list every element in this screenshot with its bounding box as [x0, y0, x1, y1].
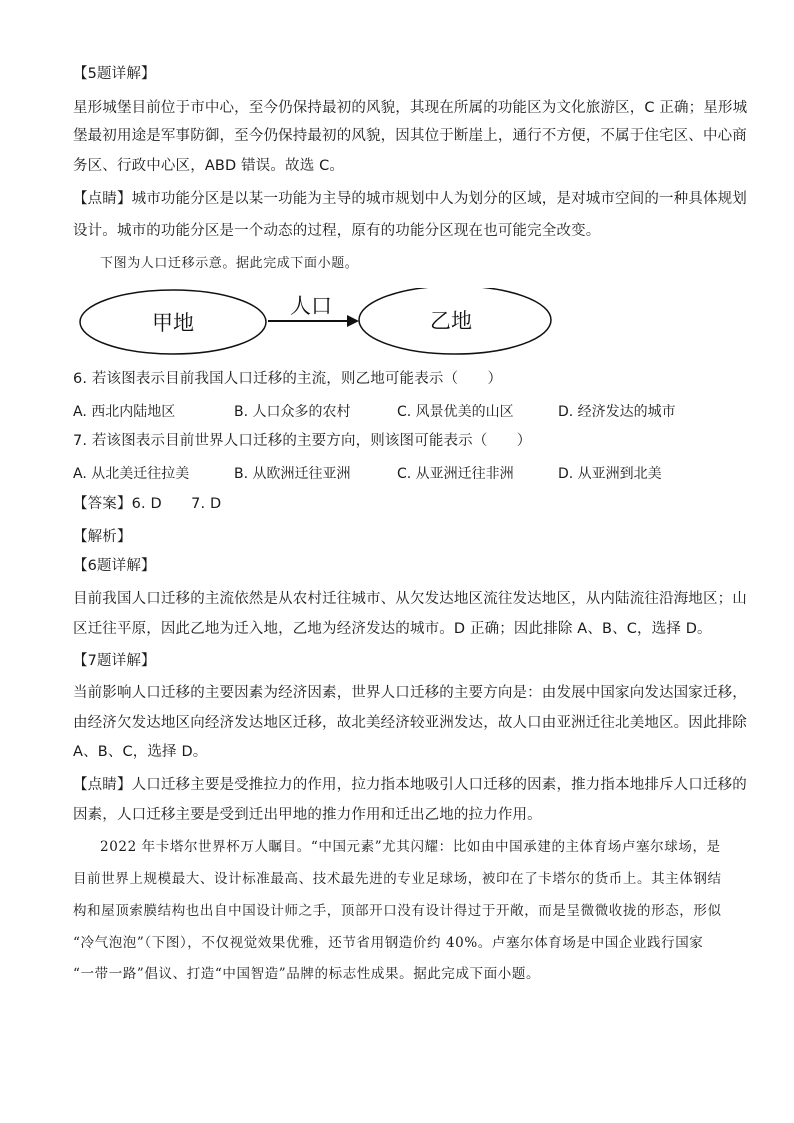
- intro2-line: 目前世界上规模最大、设计标准最高、技术最先进的专业足球场，被印在了卡塔尔的货币上。其主体钢结: [73, 871, 722, 887]
- q6-detail-heading: 【6题详解】: [73, 558, 156, 574]
- q7-detail-heading: 【7题详解】: [73, 653, 156, 669]
- q6-detail-line: 区迁往平原，因此乙地为迁入地，乙地为经济发达的城市。D 正确；因此排除 A、B、C，选择 D。: [73, 621, 712, 637]
- q5-detail-line: 堡最初用途是军事防御，至今仍保持最初的风貌，因其位于断崖上，通行不方便，不属于住宅区、中心商: [73, 128, 747, 144]
- question-intro: 下图为人口迁移示意。据此完成下面小题。: [100, 256, 359, 271]
- q5-detail-line: 务区、行政中心区，ABD 错误。故选 C。: [73, 158, 345, 174]
- tip2-line: 【点睛】人口迁移主要是受推拉力的作用，拉力指本地吸引人口迁移的因素，推力指本地排斥人口迁移的: [73, 777, 747, 793]
- destination-label: 乙地: [430, 309, 472, 333]
- tip1-line: 【点睛】城市功能分区是以某一功能为主导的城市规划中人为划分的区域，是对城市空间的一种具体规划: [73, 191, 747, 207]
- q7-option-d: D. 从亚洲到北美: [558, 466, 662, 482]
- q6-detail-line: 目前我国人口迁移的主流依然是从农村迁往城市、从欠发达地区流往发达地区，从内陆流往沿海地区；山: [73, 591, 747, 607]
- q6-option-d: D. 经济发达的城市: [558, 404, 676, 420]
- q7-option-b: B. 从欧洲迁往亚洲: [234, 466, 351, 482]
- intro2-line: “一带一路”倡议、打造“中国智造”品牌的标志性成果。据此完成下面小题。: [73, 966, 541, 982]
- q7-stem: 7. 若该图表示目前世界人口迁移的主要方向，则该图可能表示（ ）: [73, 433, 532, 449]
- arrow-label: 人口: [290, 294, 332, 318]
- q7-option-a: A. 从北美迁往拉美: [73, 466, 190, 482]
- origin-label: 甲地: [152, 311, 194, 335]
- q6-option-c: C. 风景优美的山区: [397, 404, 514, 420]
- answer-line: 【答案】6. D 7. D: [73, 496, 222, 512]
- intro2-line: 2022 年卡塔尔世界杯万人瞩目。“中国元素”尤其闪耀：比如由中国承建的主体育场卢塞尔球场，是: [100, 839, 721, 855]
- q5-detail-line: 星形城堡目前位于市中心，至今仍保持最初的风貌，其现在所属的功能区为文化旅游区，C 正确；星形城: [73, 100, 748, 116]
- q7-option-c: C. 从亚洲迁往非洲: [397, 466, 514, 482]
- q5-detail-heading: 【5题详解】: [73, 66, 156, 82]
- q6-option-a: A. 西北内陆地区: [73, 404, 176, 420]
- q7-detail-line: A、B、C，选择 D。: [73, 744, 208, 760]
- q7-detail-line: 由经济欠发达地区向经济发达地区迁移，故北美经济较亚洲发达，故人口由亚洲迁往北美地区。因此排除: [73, 715, 747, 731]
- intro2-line: 构和屋顶索膜结构也出自中国设计师之手，顶部开口没有设计得过于开敞，而是呈微微收拢的形态，形似: [73, 903, 722, 919]
- tip2-line: 因素，人口迁移主要是受到迁出甲地的推力作用和迁出乙地的拉力作用。: [73, 807, 542, 823]
- intro2-line: “冷气泡泡”（下图），不仅视觉效果优雅，还节省用钢造价约 40%。卢塞尔体育场是中国企业践行国家: [73, 935, 704, 951]
- q6-option-b: B. 人口众多的农村: [234, 404, 351, 420]
- q7-detail-line: 当前影响人口迁移的主要因素为经济因素，世界人口迁移的主要方向是：由发展中国家向发达国家迁移，: [73, 685, 747, 701]
- q6-stem: 6. 若该图表示目前我国人口迁移的主流，则乙地可能表示（ ）: [73, 371, 503, 387]
- analysis-heading: 【解析】: [73, 529, 132, 545]
- migration-diagram: [78, 288, 558, 358]
- tip1-line: 设计。城市的功能分区是一个动态的过程，原有的功能分区现在也可能完全改变。: [73, 223, 601, 239]
- migration-arrowhead: [347, 315, 359, 327]
